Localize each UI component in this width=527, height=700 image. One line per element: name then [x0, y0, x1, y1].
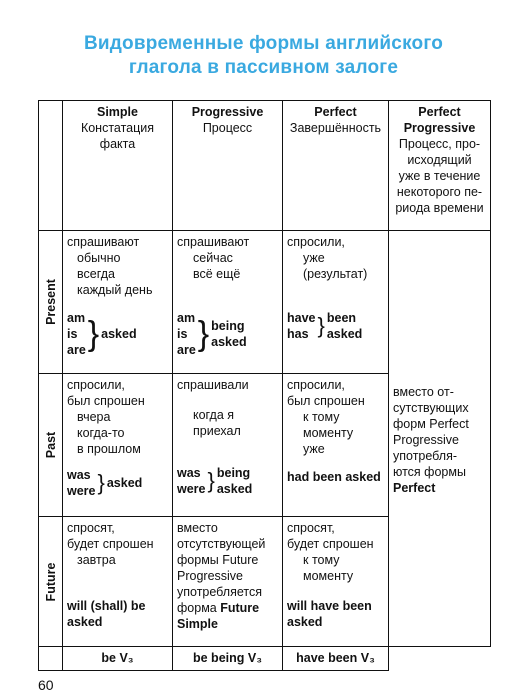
cell-text: обычно: [77, 251, 121, 265]
cell-text: Perfect: [393, 481, 436, 495]
cell-text: вместо: [177, 521, 218, 535]
cell-present-progressive: [173, 231, 283, 374]
cell-text: сейчас: [193, 251, 233, 265]
row-label-text: Past: [43, 431, 58, 459]
cell-text: Progressive: [177, 569, 243, 583]
cell-text: всё ещё: [193, 267, 241, 281]
cell-text: форм Perfect: [393, 417, 469, 431]
cell-text: спрашивают: [177, 235, 250, 249]
aux-verb: have: [287, 311, 316, 325]
row-label-future: [39, 517, 63, 647]
cell-text: употребляется: [177, 585, 262, 599]
cell-text: моменту: [303, 569, 354, 583]
cell-text: когда-то: [77, 426, 125, 440]
cell-perfect-progressive-note: [389, 231, 491, 647]
formula-progressive: be being V₃: [173, 647, 283, 671]
cell-text: употребля-: [393, 449, 458, 463]
page-number: 60: [38, 677, 54, 693]
header-progressive-title: Progressive: [191, 105, 264, 119]
aux-verb: was: [177, 466, 201, 480]
passive-form: had been asked: [287, 470, 381, 484]
header-pp-desc: уже в течение: [398, 169, 481, 183]
header-progressive-desc: Процесс: [202, 121, 253, 135]
aux-verb: has: [287, 327, 309, 341]
header-perfect-desc: Завершённость: [289, 121, 382, 135]
passive-form: asked: [287, 615, 323, 629]
cell-text: вчера: [77, 410, 111, 424]
header-simple-desc: факта: [99, 137, 136, 151]
main-verb: asked: [211, 335, 247, 349]
passive-form: [67, 467, 168, 499]
cell-text: отсутствующей: [177, 537, 266, 551]
cell-text: будет спрошен: [287, 537, 374, 551]
formula-row: [39, 647, 491, 671]
cell-future-progressive: [173, 517, 283, 647]
cell-text: к тому: [303, 410, 340, 424]
cell-past-progressive: [173, 374, 283, 517]
cell-text: к тому: [303, 553, 340, 567]
cell-text: будет спрошен: [67, 537, 154, 551]
cell-present-perfect: [283, 231, 389, 374]
cell-text: всегда: [77, 267, 115, 281]
cell-text: моменту: [303, 426, 354, 440]
header-pp-desc: риода времени: [395, 201, 484, 215]
cell-text: спросили,: [287, 235, 345, 249]
corner-cell: [39, 101, 63, 231]
header-simple-desc: Констатация: [80, 121, 155, 135]
cell-text: уже: [303, 251, 325, 265]
aux-verb: are: [177, 343, 196, 357]
aux-verb: is: [67, 327, 78, 341]
row-label-past: [39, 374, 63, 517]
cell-text: спросят,: [287, 521, 335, 535]
cell-text: в прошлом: [77, 442, 141, 456]
brace-icon: }: [97, 470, 105, 495]
cell-text: спросили,: [287, 378, 345, 392]
main-verb: been: [326, 311, 357, 325]
formula-corner: [39, 647, 63, 671]
aux-verb: is: [177, 327, 188, 341]
cell-text: завтра: [77, 553, 116, 567]
cell-future-simple: [63, 517, 173, 647]
header-simple: [63, 101, 173, 231]
formula-empty: [389, 647, 491, 671]
row-label-present: [39, 231, 63, 374]
cell-text: когда я: [193, 408, 235, 422]
cell-text: каждый день: [77, 283, 153, 297]
main-verb: asked: [216, 482, 253, 496]
passive-form: [177, 465, 278, 497]
header-perfect-title: Perfect: [314, 105, 357, 119]
main-verb: asked: [326, 327, 363, 341]
cell-text: ются формы: [393, 465, 466, 479]
page-title: [0, 32, 527, 80]
formula-perfect: have been V₃: [283, 647, 389, 671]
aux-verb: were: [67, 484, 96, 498]
header-pp-desc: некоторого пе-: [396, 185, 483, 199]
cell-future-perfect: [283, 517, 389, 647]
brace-icon: }: [207, 468, 215, 493]
cell-text: Progressive: [393, 433, 459, 447]
cell-text: спросили,: [67, 378, 125, 392]
main-verb: asked: [106, 476, 143, 490]
cell-past-simple: [63, 374, 173, 517]
header-pp-title: Progressive: [403, 121, 476, 135]
header-perfect: [283, 101, 389, 231]
cell-text: уже: [303, 442, 325, 456]
title-line-2: глагола в пассивном залоге: [128, 57, 399, 78]
brace-icon: }: [317, 313, 325, 338]
brace-icon: }: [197, 315, 210, 353]
formula-simple: be V₃: [63, 647, 173, 671]
row-present: [39, 231, 491, 374]
header-pp-title: Perfect: [418, 105, 461, 119]
cell-present-simple: [63, 231, 173, 374]
row-label-text: Present: [43, 279, 58, 325]
cell-text: был спрошен: [67, 394, 145, 408]
brace-icon: }: [87, 315, 100, 353]
cell-text: Simple: [177, 617, 218, 631]
cell-text: был спрошен: [287, 394, 365, 408]
cell-text: спрашивали: [177, 378, 249, 392]
passive-form: asked: [67, 615, 103, 629]
header-progressive: [173, 101, 283, 231]
cell-past-perfect: [283, 374, 389, 517]
header-perfect-progressive: [389, 101, 491, 231]
cell-text: вместо от-: [393, 385, 454, 399]
passive-form: will have been: [287, 599, 372, 613]
cell-text: приехал: [193, 424, 241, 438]
aux-verb: was: [67, 468, 91, 482]
aux-verb: were: [177, 482, 206, 496]
row-label-text: Future: [43, 562, 58, 601]
main-verb: asked: [101, 327, 137, 341]
header-pp-desc: исходящий: [407, 153, 472, 167]
cell-text: спрашивают: [67, 235, 140, 249]
passive-form: [177, 310, 278, 358]
cell-text-mixed: [177, 600, 278, 616]
cell-text: спросят,: [67, 521, 115, 535]
cell-text: сутствующих: [393, 401, 469, 415]
header-simple-title: Simple: [97, 105, 138, 119]
title-line-1: Видовременные формы английского: [83, 33, 444, 54]
header-row: [39, 101, 491, 231]
passive-form: [67, 310, 168, 358]
aux-verb: are: [67, 343, 86, 357]
cell-text: Future: [220, 601, 260, 615]
cell-text: формы Future: [177, 553, 259, 567]
aux-verb: am: [67, 311, 86, 325]
passive-form: [287, 310, 384, 342]
passive-form: will (shall) be: [67, 599, 146, 613]
passive-voice-table: [38, 100, 491, 671]
main-verb: being: [211, 319, 245, 333]
header-pp-desc: Процесс, про-: [398, 137, 481, 151]
aux-verb: am: [177, 311, 196, 325]
main-verb: being: [216, 466, 251, 480]
cell-text: (результат): [303, 267, 368, 281]
cell-text: форма: [177, 601, 217, 615]
